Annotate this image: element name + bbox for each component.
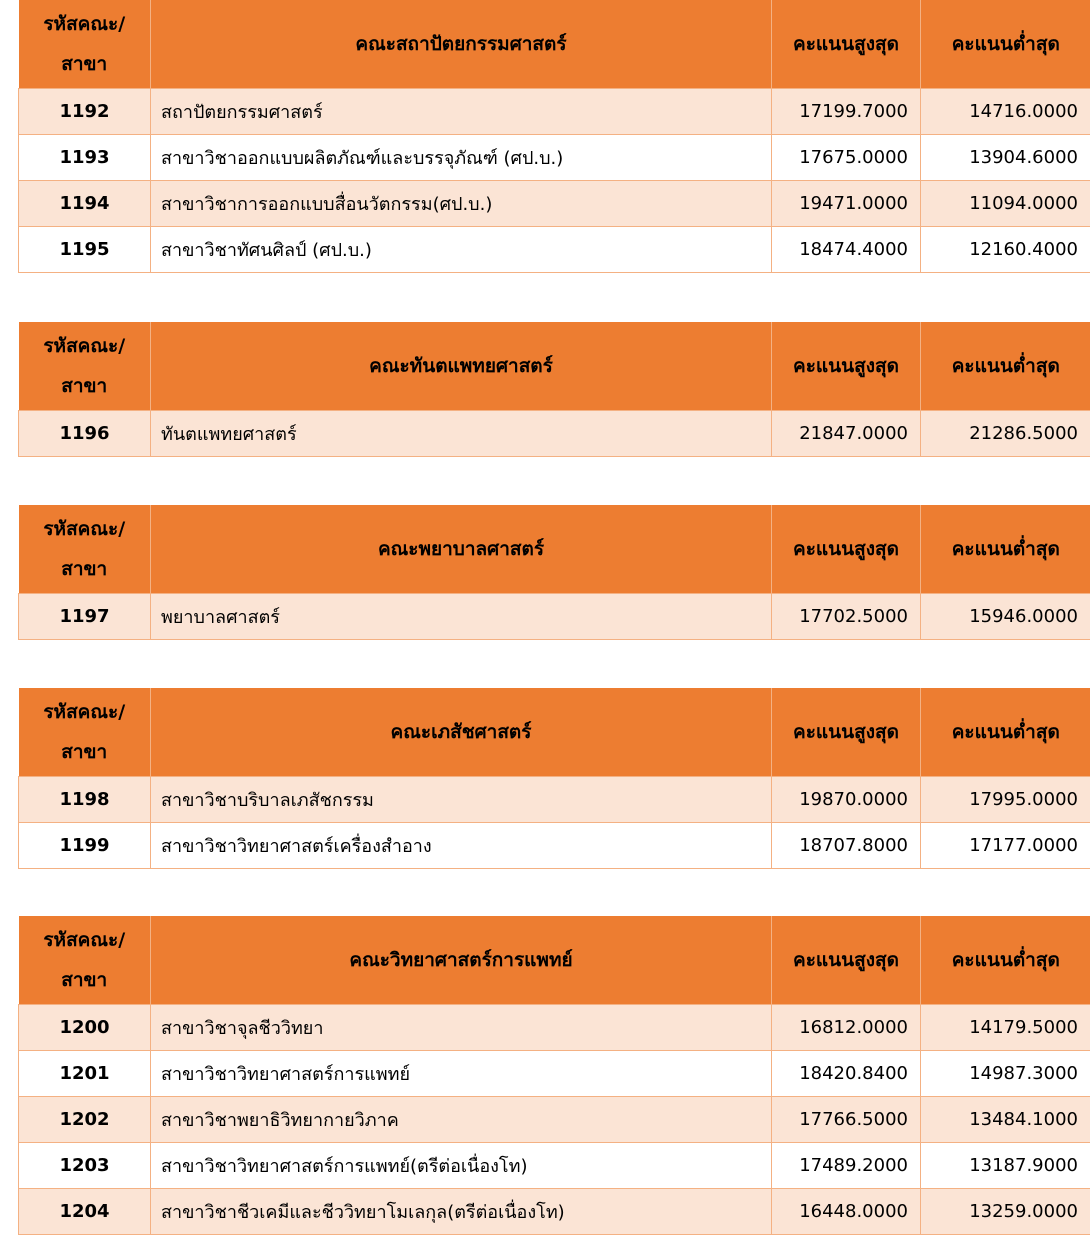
row-min-score: 14987.3000 — [921, 1051, 1090, 1097]
row-min-score: 14716.0000 — [921, 89, 1090, 135]
row-code: 1197 — [19, 594, 151, 640]
code-header — [19, 916, 151, 1005]
faculty-table-dentistry — [18, 322, 1090, 457]
table-row — [19, 823, 1090, 869]
row-name: สาขาวิชาพยาธิวิทยากายวิภาค — [151, 1097, 772, 1143]
min-score-header: คะแนนต่ำสุด — [921, 916, 1090, 1005]
code-header-line2: สาขา — [61, 375, 108, 397]
faculty-title: คณะพยาบาลศาสตร์ — [151, 505, 772, 594]
code-header-line1: รหัสคณะ/ — [43, 929, 126, 951]
row-min-score: 17177.0000 — [921, 823, 1090, 869]
table-row — [19, 777, 1090, 823]
row-code: 1195 — [19, 227, 151, 273]
code-header-line1: รหัสคณะ/ — [43, 518, 126, 540]
row-max-score: 17766.5000 — [772, 1097, 921, 1143]
code-header-line1: รหัสคณะ/ — [43, 335, 126, 357]
row-min-score: 13904.6000 — [921, 135, 1090, 181]
row-max-score: 18420.8400 — [772, 1051, 921, 1097]
max-score-header: คะแนนสูงสุด — [772, 505, 921, 594]
row-name: สาขาวิชาชีวเคมีและชีววิทยาโมเลกุล(ตรีต่อเนื่องโท) — [151, 1189, 772, 1235]
row-name: สาขาวิชาการออกแบบสื่อนวัตกรรม(ศป.บ.) — [151, 181, 772, 227]
row-min-score: 13259.0000 — [921, 1189, 1090, 1235]
table-row — [19, 181, 1090, 227]
row-name: สาขาวิชาวิทยาศาสตร์เครื่องสำอาง — [151, 823, 772, 869]
row-code: 1193 — [19, 135, 151, 181]
row-min-score: 13484.1000 — [921, 1097, 1090, 1143]
row-code: 1204 — [19, 1189, 151, 1235]
table-row — [19, 1051, 1090, 1097]
row-code: 1201 — [19, 1051, 151, 1097]
min-score-header: คะแนนต่ำสุด — [921, 322, 1090, 411]
row-min-score: 15946.0000 — [921, 594, 1090, 640]
row-max-score: 18707.8000 — [772, 823, 921, 869]
row-code: 1198 — [19, 777, 151, 823]
row-min-score: 12160.4000 — [921, 227, 1090, 273]
min-score-header: คะแนนต่ำสุด — [921, 0, 1090, 89]
faculty-title: คณะวิทยาศาสตร์การแพทย์ — [151, 916, 772, 1005]
table-header-row — [19, 505, 1090, 594]
row-max-score: 21847.0000 — [772, 411, 921, 457]
row-max-score: 18474.4000 — [772, 227, 921, 273]
code-header-line2: สาขา — [61, 741, 108, 763]
faculty-title: คณะเภสัชศาสตร์ — [151, 688, 772, 777]
row-min-score: 14179.5000 — [921, 1005, 1090, 1051]
table-row — [19, 594, 1090, 640]
table-row — [19, 89, 1090, 135]
table-row — [19, 135, 1090, 181]
code-header-line1: รหัสคณะ/ — [43, 13, 126, 35]
max-score-header: คะแนนสูงสุด — [772, 688, 921, 777]
table-row — [19, 1189, 1090, 1235]
code-header-line2: สาขา — [61, 53, 108, 75]
row-max-score: 17702.5000 — [772, 594, 921, 640]
faculty-table-architecture — [18, 0, 1090, 273]
row-min-score: 11094.0000 — [921, 181, 1090, 227]
max-score-header: คะแนนสูงสุด — [772, 0, 921, 89]
row-code: 1196 — [19, 411, 151, 457]
row-name: พยาบาลศาสตร์ — [151, 594, 772, 640]
code-header — [19, 0, 151, 89]
row-max-score: 16448.0000 — [772, 1189, 921, 1235]
faculty-table-pharmacy — [18, 688, 1090, 869]
row-name: สาขาวิชาทัศนศิลป์ (ศป.บ.) — [151, 227, 772, 273]
code-header — [19, 505, 151, 594]
faculty-title: คณะทันตแพทยศาสตร์ — [151, 322, 772, 411]
row-name: สาขาวิชาจุลชีววิทยา — [151, 1005, 772, 1051]
code-header-line2: สาขา — [61, 558, 108, 580]
faculty-title: คณะสถาปัตยกรรมศาสตร์ — [151, 0, 772, 89]
table-header-row — [19, 688, 1090, 777]
row-code: 1194 — [19, 181, 151, 227]
row-min-score: 21286.5000 — [921, 411, 1090, 457]
code-header — [19, 322, 151, 411]
row-name: สาขาวิชาวิทยาศาสตร์การแพทย์(ตรีต่อเนื่องโท) — [151, 1143, 772, 1189]
row-max-score: 19870.0000 — [772, 777, 921, 823]
row-min-score: 17995.0000 — [921, 777, 1090, 823]
row-name: สาขาวิชาออกแบบผลิตภัณฑ์และบรรจุภัณฑ์ (ศป.บ.) — [151, 135, 772, 181]
row-min-score: 13187.9000 — [921, 1143, 1090, 1189]
row-name: ทันตแพทยศาสตร์ — [151, 411, 772, 457]
row-max-score: 16812.0000 — [772, 1005, 921, 1051]
table-header-row — [19, 0, 1090, 89]
table-row — [19, 411, 1090, 457]
row-max-score: 19471.0000 — [772, 181, 921, 227]
max-score-header: คะแนนสูงสุด — [772, 322, 921, 411]
table-header-row — [19, 916, 1090, 1005]
table-row — [19, 1143, 1090, 1189]
code-header-line2: สาขา — [61, 969, 108, 991]
table-header-row — [19, 322, 1090, 411]
row-max-score: 17675.0000 — [772, 135, 921, 181]
row-name: สถาปัตยกรรมศาสตร์ — [151, 89, 772, 135]
row-max-score: 17199.7000 — [772, 89, 921, 135]
faculty-table-nursing — [18, 505, 1090, 640]
row-code: 1192 — [19, 89, 151, 135]
faculty-table-medical-science — [18, 916, 1090, 1235]
min-score-header: คะแนนต่ำสุด — [921, 505, 1090, 594]
row-code: 1202 — [19, 1097, 151, 1143]
table-row — [19, 1005, 1090, 1051]
row-code: 1203 — [19, 1143, 151, 1189]
min-score-header: คะแนนต่ำสุด — [921, 688, 1090, 777]
row-name: สาขาวิชาบริบาลเภสัชกรรม — [151, 777, 772, 823]
row-code: 1199 — [19, 823, 151, 869]
row-name: สาขาวิชาวิทยาศาสตร์การแพทย์ — [151, 1051, 772, 1097]
row-max-score: 17489.2000 — [772, 1143, 921, 1189]
code-header-line1: รหัสคณะ/ — [43, 701, 126, 723]
max-score-header: คะแนนสูงสุด — [772, 916, 921, 1005]
code-header — [19, 688, 151, 777]
table-row — [19, 1097, 1090, 1143]
table-row — [19, 227, 1090, 273]
row-code: 1200 — [19, 1005, 151, 1051]
